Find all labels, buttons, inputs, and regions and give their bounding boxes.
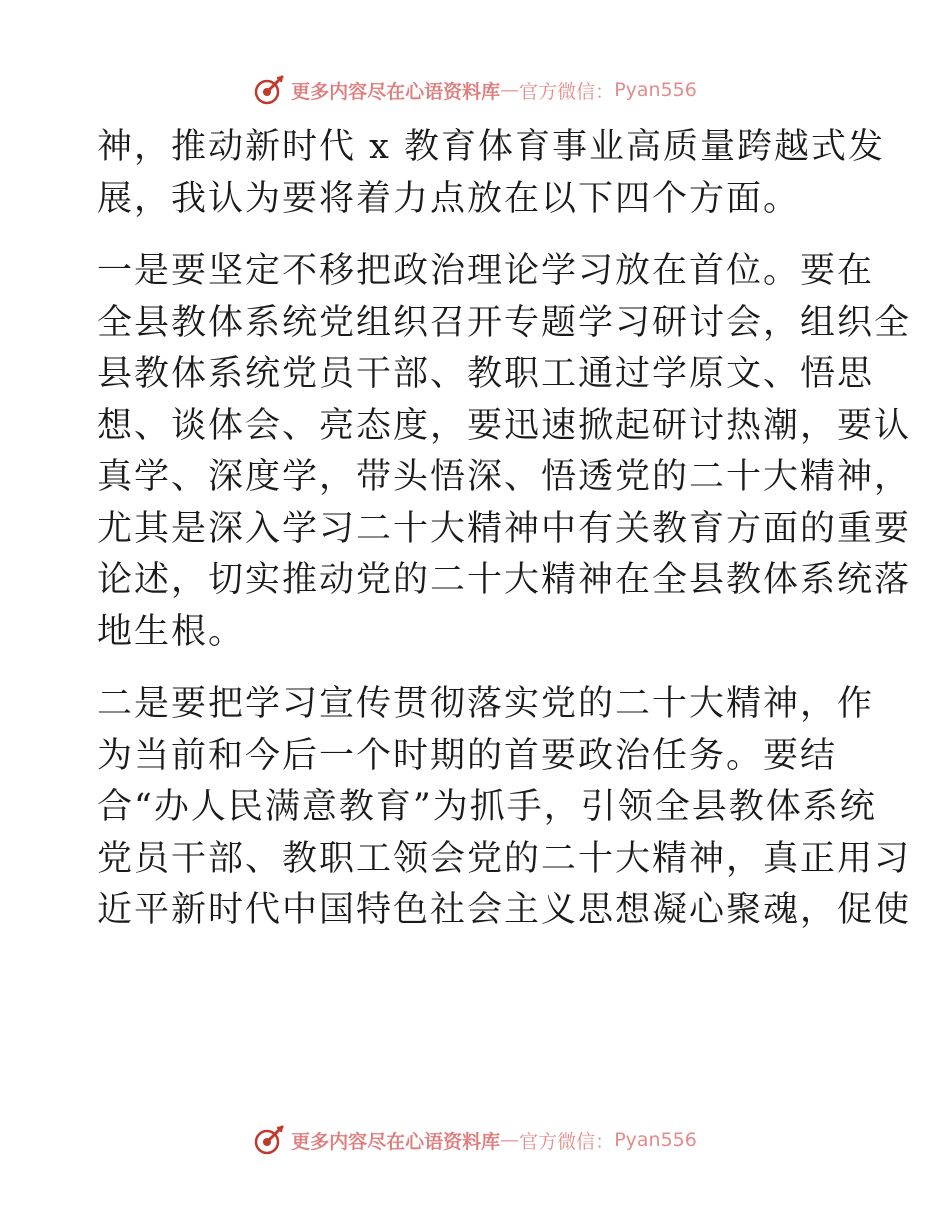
text-line: 党员干部、教职工领会党的二十大精神，真正用习 xyxy=(97,838,912,879)
document-body xyxy=(97,122,912,937)
text-line: 论述，切实推动党的二十大精神在全县教体系统落 xyxy=(97,560,912,600)
text-line: 近平新时代中国特色社会主义思想凝心聚魂，促使 xyxy=(97,890,912,930)
text-line: 二是要把学习宣传贯彻落实党的二十大精神，作 xyxy=(97,684,875,724)
paragraph xyxy=(97,679,912,937)
paragraph xyxy=(97,246,912,658)
text-line: 县教体系统党员干部、教职工通过学原文、悟思 xyxy=(97,354,875,394)
watermark-label: 官方微信： xyxy=(519,80,615,103)
text-line: 合“办人民满意教育”为抓手，引领全县教体系统 xyxy=(97,787,877,827)
text-line: 展，我认为要将着力点放在以下四个方面。 xyxy=(97,178,801,219)
text-line: 一是要坚定不移把政治理论学习放在首位。要在 xyxy=(97,251,875,291)
watermark-main-text: 更多内容尽在心语资料库 xyxy=(291,1130,501,1153)
watermark-id: Pyan556 xyxy=(614,79,697,101)
watermark-dash: — xyxy=(500,1129,520,1151)
text-line: 真学、深度学，带头悟深、悟透党的二十大精神， xyxy=(97,457,912,497)
pen-logo-icon xyxy=(253,74,285,106)
footer-watermark xyxy=(0,1124,950,1156)
watermark-main-text: 更多内容尽在心语资料库 xyxy=(291,80,501,103)
header-watermark xyxy=(0,74,950,106)
watermark-dash: — xyxy=(500,79,520,101)
text-line: 为当前和今后一个时期的首要政治任务。要结 xyxy=(97,735,838,776)
watermark-id: Pyan556 xyxy=(614,1129,697,1151)
paragraph xyxy=(97,122,885,225)
text-line: 地生根。 xyxy=(97,611,246,652)
text-line: 尤其是深入学习二十大精神中有关教育方面的重要 xyxy=(97,508,912,549)
pen-logo-icon xyxy=(253,1124,285,1156)
watermark-label: 官方微信： xyxy=(519,1130,615,1153)
text-line: 神，推动新时代 x 教育体育事业高质量跨越式发 xyxy=(97,127,885,167)
text-line: 全县教体系统党组织召开专题学习研讨会，组织全 xyxy=(97,302,912,343)
text-line: 想、谈体会、亮态度，要迅速掀起研讨热潮，要认 xyxy=(97,405,912,446)
